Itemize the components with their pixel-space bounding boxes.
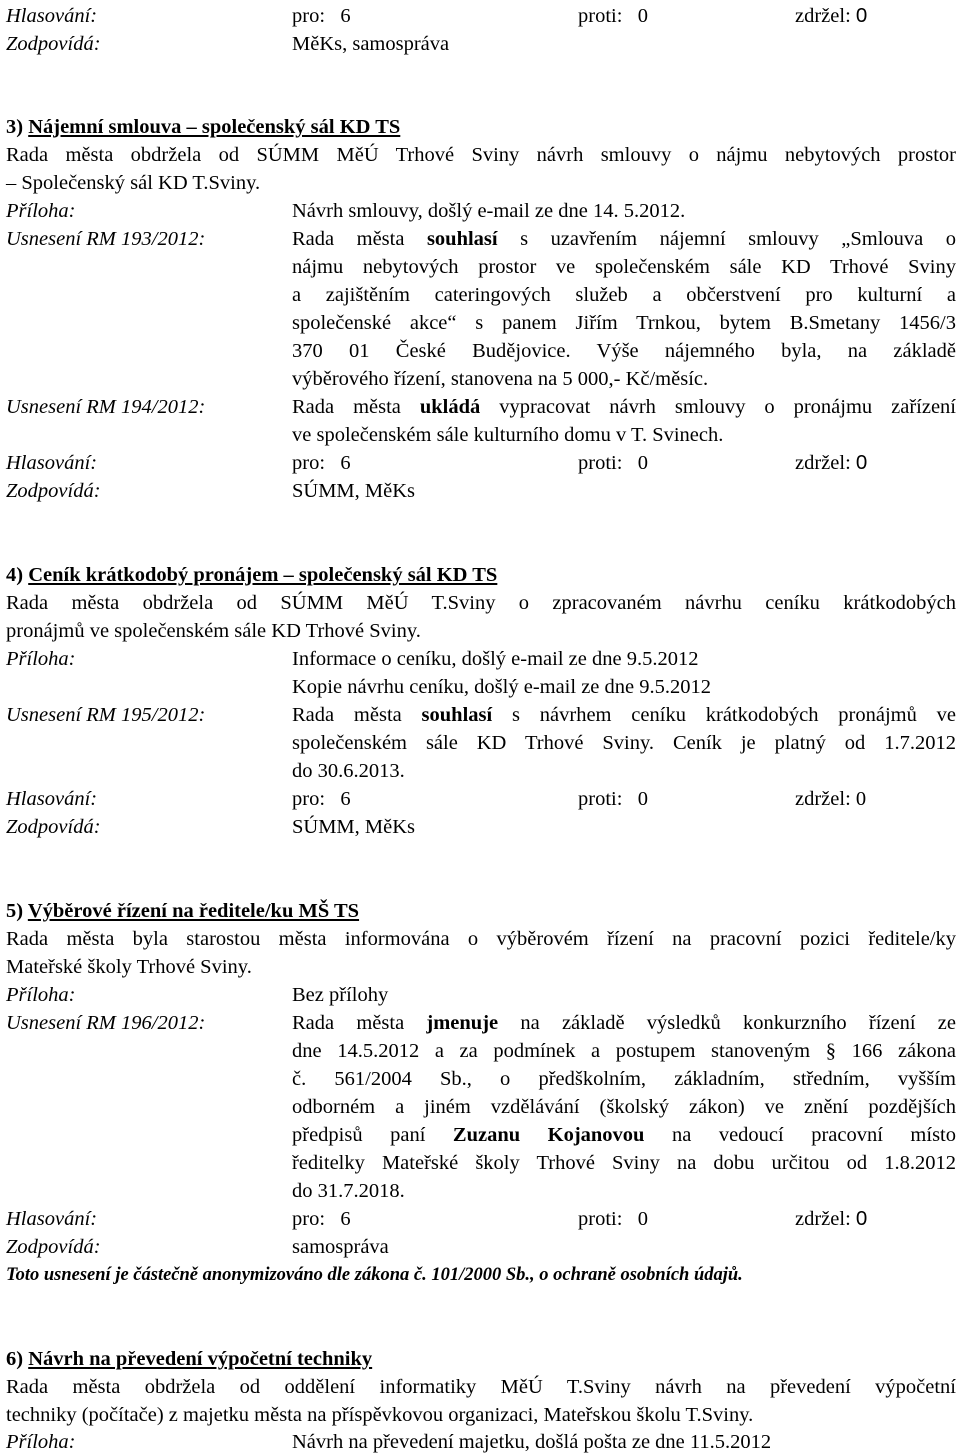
resolution-line: do 30.6.2013. [292,760,405,782]
attachment-value: Návrh na převedení majetku, došlá pošta ze dne 11.5.2012 [292,1431,772,1453]
attachment-value: Bez přílohy [292,984,389,1006]
section-number: 4) [6,564,24,586]
intro-line: – Společenský sál KD T.Sviny. [6,172,261,194]
pro-count: 6 [340,5,351,27]
anonymization-notice: Toto usnesení je částečně anonymizováno dle zákona č. 101/2000 Sb., o ochraně osobních údajů. [6,1265,743,1285]
responsible-value: MěKs, samospráva [292,33,450,55]
resolution-line: Rada města ukládá vypracovat návrh smlouvy o pronájmu zařízení [292,396,956,418]
responsible-row [0,1233,960,1261]
resolution-row [0,1009,960,1037]
attachment-label: Příloha: [6,200,76,222]
section-number: 6) [6,1348,24,1370]
responsible-label: Zodpovídá: [6,33,101,55]
section-heading [6,561,497,589]
intro-line: Rada města byla starostou města informována o výběrovém řízení na pracovní pozici ředitele/ky [6,928,956,950]
vote-label: Hlasování: [6,452,98,474]
pro-count: 6 [340,452,351,474]
attachment-label: Příloha: [6,984,76,1006]
vote-row [0,2,960,30]
resolution-row [0,701,960,729]
resolution-line: Rada města souhlasí s návrhem ceníku krátkodobých pronájmů ve [292,704,956,726]
attachment-label: Příloha: [6,648,76,670]
responsible-row [0,30,960,58]
zdrzel-count: 0 [855,788,867,810]
resolution-line: do 31.7.2018. [292,1180,405,1202]
intro-line: Rada města obdržela od oddělení informatiky MěÚ T.Sviny návrh na převedení výpočetní [6,1376,956,1398]
resolution-verb: souhlasí [421,704,493,726]
resolution-verb: jmenuje [426,1012,499,1034]
section-title: Nájemní smlouva – společenský sál KD TS [28,116,401,138]
section-title: Ceník krátkodobý pronájem – společenský sál KD TS [28,564,498,586]
vote-row: Hlasování: pro: 6 proti: 0 zdržel: 0 [0,1205,960,1233]
resolution-row [0,393,960,421]
proti-count: 0 [637,1208,649,1230]
zdrzel-count: 0 [855,4,868,27]
attachment-value: Kopie návrhu ceníku, došlý e-mail ze dne 9.5.2012 [292,676,711,698]
vote-label: Hlasování: [6,5,98,27]
attachment-row [0,981,960,1009]
responsible-label: Zodpovídá: [6,1236,101,1258]
responsible-value: SÚMM, MěKs [292,816,416,838]
vote-row: Hlasování: pro: 6 proti: 0 zdržel: 0 [0,785,960,813]
resolution-line: č. 561/2004 Sb., o předškolním, základním, středním, vyšším [292,1068,956,1090]
section-heading [6,1345,372,1373]
proti-label: proti: [578,5,623,27]
attachment-value: Návrh smlouvy, došlý e-mail ze dne 14. 5.2012. [292,200,686,222]
proti-count: 0 [637,452,649,474]
intro-line: Rada města obdržela od SÚMM MěÚ T.Sviny o zpracovaném návrhu ceníku krátkodobých [6,592,956,614]
resolution-line: ve společenském sále kulturního domu v T. Svinech. [292,424,724,446]
resolution-line: Rada města jmenuje na základě výsledků konkurzního řízení ze [292,1012,956,1034]
vote-label: Hlasování: [6,788,98,810]
responsible-value: SÚMM, MěKs [292,480,416,502]
pro-label: pro: [292,5,326,27]
resolution-line: ředitelky Mateřské školy Trhové Sviny na dobu určitou od 1.8.2012 [292,1152,956,1174]
resolution-verb: souhlasí [426,228,498,250]
resolution-label: Usnesení RM 193/2012: [6,228,206,250]
section-heading [6,113,400,141]
section-title: Návrh na převedení výpočetní techniky [28,1348,373,1370]
responsible-label: Zodpovídá: [6,480,101,502]
pro-count: 6 [340,788,351,810]
zdrzel-count: 0 [855,451,868,474]
attachment-value: Informace o ceníku, došlý e-mail ze dne 9.5.2012 [292,648,699,670]
section-title: Výběrové řízení na ředitele/ku MŠ TS [27,900,360,922]
intro-line: pronájmů ve společenském sále KD Trhové Sviny. [6,620,421,642]
proti-count: 0 [637,5,649,27]
resolution-label: Usnesení RM 194/2012: [6,396,206,418]
responsible-label: Zodpovídá: [6,816,101,838]
resolution-line: nájmu nebytových prostor ve společenském sále KD Trhové Sviny [292,256,956,278]
responsible-row [0,477,960,505]
resolution-verb: ukládá [419,396,481,418]
proti-count: 0 [637,788,649,810]
attachment-row [0,673,960,701]
zdrzel-count: 0 [855,1207,868,1230]
appointee-name: Zuzanu Kojanovou [452,1124,645,1146]
vote-label: Hlasování: [6,1208,98,1230]
resolution-line: dne 14.5.2012 a za podmínek a postupem stanoveným § 166 zákona [292,1040,956,1062]
resolution-row [0,225,960,253]
responsible-value: samospráva [292,1236,389,1258]
pro-count: 6 [340,1208,351,1230]
intro-line: techniky (počítače) z majetku města na příspěvkovou organizaci, Mateřskou školu T.Sviny. [6,1404,754,1426]
responsible-row [0,813,960,841]
resolution-line: 370 01 České Budějovice. Výše nájemného byla, na základě [292,340,956,362]
intro-line: Mateřské školy Trhové Sviny. [6,956,252,978]
resolution-line: odborném a jiném vzdělávání (školský zákon) ve znění pozdějších [292,1096,956,1118]
section-number: 3) [6,116,24,138]
resolution-line: společenské akce“ s panem Jiřím Trnkou, bytem B.Smetany 1456/3 [292,312,956,334]
resolution-line: předpisů paní Zuzanu Kojanovou na vedoucí pracovní místo [292,1124,956,1146]
resolution-line: a zajištěním cateringových služeb a občerstvení pro kulturní a [292,284,956,306]
intro-line: Rada města obdržela od SÚMM MěÚ Trhové Sviny návrh smlouvy o nájmu nebytových prostor [6,144,956,166]
attachment-row [0,1428,960,1456]
attachment-row [0,645,960,673]
vote-row: Hlasování: pro: 6 proti: 0 zdržel: 0 [0,449,960,477]
resolution-label: Usnesení RM 196/2012: [6,1012,206,1034]
resolution-line: společenském sále KD Trhové Sviny. Ceník je platný od 1.7.2012 [292,732,956,754]
section-number: 5) [6,900,24,922]
zdrzel-label: zdržel: [795,5,851,27]
section-heading [6,897,359,925]
resolution-line: Rada města souhlasí s uzavřením nájemní smlouvy „Smlouva o [292,228,956,250]
resolution-label: Usnesení RM 195/2012: [6,704,206,726]
attachment-label: Příloha: [6,1431,76,1453]
resolution-line: výběrového řízení, stanovena na 5 000,- Kč/měsíc. [292,368,709,390]
attachment-row [0,197,960,225]
